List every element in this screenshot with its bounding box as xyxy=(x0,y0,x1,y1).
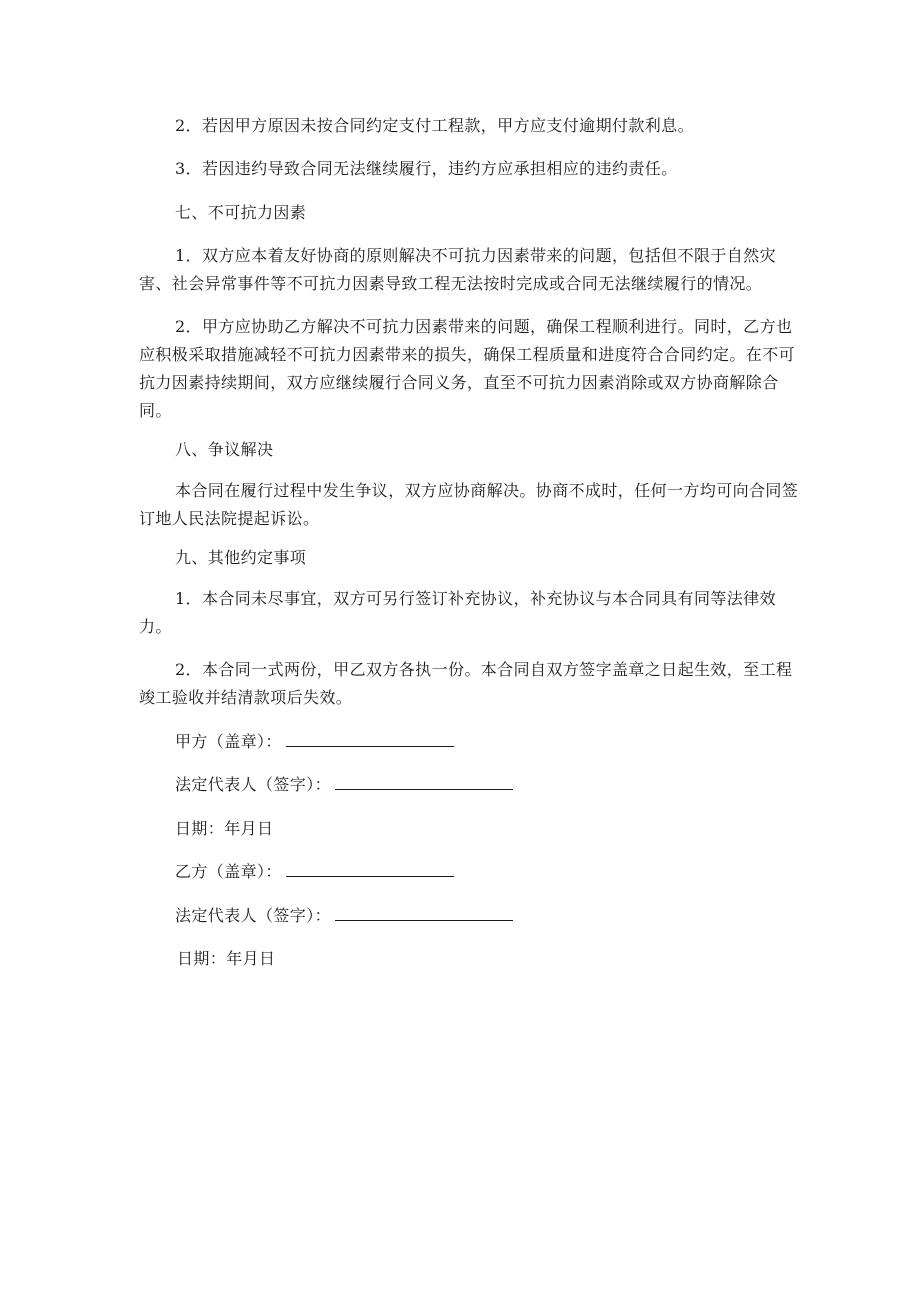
section-heading-dispute: 八、争议解决 xyxy=(175,440,274,459)
signature-blank-line xyxy=(286,858,454,877)
signature-blank-line xyxy=(286,728,454,747)
section-heading-force-majeure: 七、不可抗力因素 xyxy=(175,203,307,222)
clause-supplement: 1．本合同未尽事宜，双方可另行签订补充协议，补充协议与本合同具有同等法律效力。 xyxy=(139,589,776,636)
clause-force-majeure-1: 1．双方应本着友好协商的原则解决不可抗力因素带来的问题，包括但不限于自然灾害、社会异常事件等不可抗力因素导致工程无法按时完成或合同无法继续履行的情况。 xyxy=(139,246,776,293)
clause-dispute-resolution: 本合同在履行过程中发生争议，双方应协商解决。协商不成时，任何一方均可向合同签订地人民法院提起诉讼。 xyxy=(139,481,799,528)
signature-party-a-date: 日期：年月日 xyxy=(175,819,274,838)
signature-party-b-seal xyxy=(139,858,799,886)
signature-blank-line xyxy=(335,902,513,921)
signature-label: 法定代表人（签字）： xyxy=(175,775,332,794)
signature-blank-line xyxy=(335,771,513,790)
signature-label: 法定代表人（签字）： xyxy=(175,906,332,925)
clause-force-majeure-2: 2．甲方应协助乙方解决不可抗力因素带来的问题，确保工程顺利进行。同时，乙方也应积极采取措施减轻不可抗力因素带来的损失，确保工程质量和进度符合合同约定。在不可抗力因素持续期间，双方应继续履行合同义务，直至不可抗力因素消除或双方协商解除合同。 xyxy=(139,317,796,420)
signature-party-b-date: 日期：年月日 xyxy=(177,949,276,968)
signature-party-a-rep xyxy=(139,771,799,799)
clause-breach-liability: 3．若因违约导致合同无法继续履行，违约方应承担相应的违约责任。 xyxy=(175,159,678,178)
signature-party-a-seal xyxy=(139,728,799,756)
clause-effectiveness: 2．本合同一式两份，甲乙双方各执一份。本合同自双方签字盖章之日起生效，至工程竣工验收并结清款项后失效。 xyxy=(139,660,793,707)
signature-party-b-rep xyxy=(139,902,799,930)
section-heading-other: 九、其他约定事项 xyxy=(175,548,307,567)
signature-label: 甲方（盖章）： xyxy=(175,732,282,751)
clause-overdue-interest: 2．若因甲方原因未按合同约定支付工程款，甲方应支付逾期付款利息。 xyxy=(175,116,694,135)
signature-label: 乙方（盖章）： xyxy=(175,862,282,881)
